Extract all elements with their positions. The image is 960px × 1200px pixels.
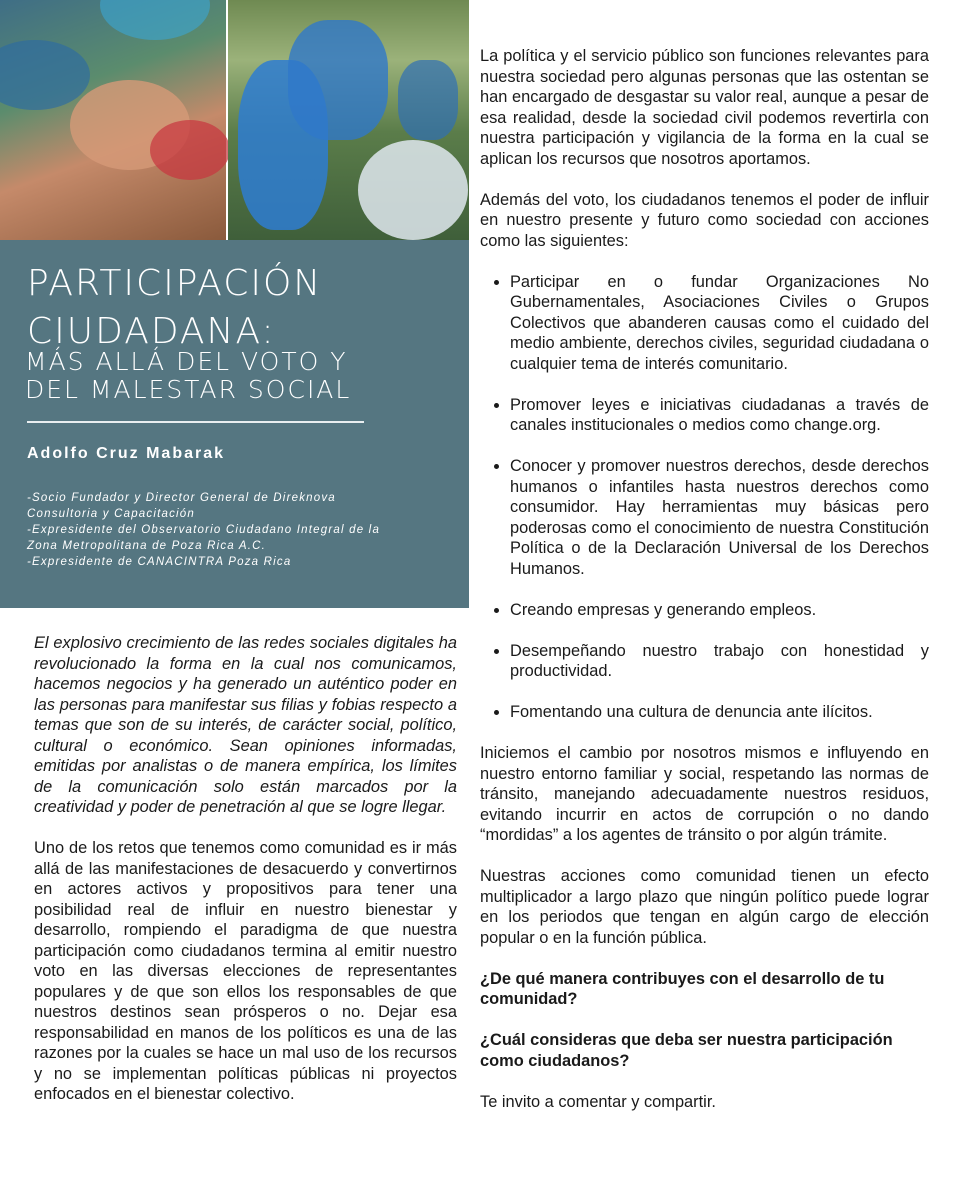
closing-line: Te invito a comentar y compartir. [480, 1092, 716, 1111]
list-item: • Desempeñando nuestro trabajo con honestidad y productividad. [510, 641, 929, 682]
title-divider [27, 421, 364, 423]
volunteers-photo [228, 0, 469, 240]
list-item: • Conocer y promover nuestros derechos, desde derechos humanos o infantiles hasta nuestros derechos como consumidor. Hay herramientas muy básicas pero poderosas como el conocimiento de nuestra Constitución Política o de la Declaración Universal de los Derechos Humanos. [510, 456, 929, 579]
left-column [34, 633, 457, 1105]
author-name: Adolfo Cruz Mabarak [27, 445, 226, 462]
paragraph-4: Nuestras acciones como comunidad tienen un efecto multiplicador a largo plazo que ningún político puede lograr en los periodos que tengan en algún cargo de elección popular o en la función pública. [480, 867, 929, 947]
actions-list [480, 272, 929, 723]
body-paragraph: Uno de los retos que tenemos como comunidad es ir más allá de las manifestaciones de desacuerdo y convertirnos en actores activos y propositivos para tener una posibilidad real de influir en nuestro bienestar y desarrollo, rompiendo el paradigma de que nuestra participación como ciudadanos termina al emitir nuestro voto en las diversas elecciones de representantes populares y de que son ellos los responsables de que nuestros destinos sean prósperos o no. Dejar esa responsabilidad en manos de los políticos es una de las razones por la cuales se hace un mal uso de los recursos y no se implementan políticas públicas ni proyectos enfocados en el bienestar colectivo. [34, 839, 457, 1103]
list-item: • Fomentando una cultura de denuncia ante ilícitos. [510, 702, 929, 723]
title-panel [0, 240, 469, 608]
article-subtitle: MÁS ALLÁ DEL VOTO Y DEL MALESTAR SOCIAL [25, 347, 352, 404]
credential-line: -Socio Fundador y Director General de Direknova [27, 492, 336, 504]
list-item: • Creando empresas y generando empleos. [510, 600, 929, 621]
credential-line: -Expresidente del Observatorio Ciudadano Integral de la [27, 524, 381, 536]
credential-line: Zona Metropolitana de Poza Rica A.C. [27, 540, 267, 552]
paragraph-3: Iniciemos el cambio por nosotros mismos e influyendo en nuestro entorno familiar y social, respetando las normas de tránsito, manejando adecuadamente nuestros residuos, evitando incurrir en actos de corrupción o no dando “mordidas” a los agentes de tránsito o por algún trámite. [480, 744, 929, 844]
question-2: ¿Cuál consideras que deba ser nuestra participación como ciudadanos? [480, 1031, 893, 1070]
right-column [480, 46, 929, 1112]
paragraph-1: La política y el servicio público son funciones relevantes para nuestra sociedad pero algunas personas que las ostentan se han encargado de desgastar su valor real, aunque a pesar de esa realidad, desde la sociedad civil podemos revertirla con nuestra participación y vigilancia de la forma en la cual se aplican los recursos que nosotros aportamos. [480, 47, 929, 168]
author-credentials [27, 490, 447, 570]
lead-paragraph: El explosivo crecimiento de las redes sociales digitales ha revolucionado la forma en la cual nos comunicamos, hacemos negocios y ha generado un auténtico poder en las personas para manifestar sus filias y fobias respecto a temas que son de su interés, de carácter social, político, cultural o económico. Sean opiniones informadas, emitidas por analistas o de manera empírica, los límites de la comunicación solo están marcados por la creatividad y poder de penetración al que se logre llegar. [34, 634, 457, 816]
list-item: • Promover leyes e iniciativas ciudadanas a través de canales institucionales o medios como change.org. [510, 395, 929, 436]
hands-together-photo [0, 0, 226, 240]
credential-line: Consultoria y Capacitación [27, 508, 195, 520]
paragraph-2: Además del voto, los ciudadanos tenemos el poder de influir en nuestro presente y futuro como sociedad con acciones como las siguientes: [480, 190, 929, 250]
list-item: • Participar en o fundar Organizaciones No Gubernamentales, Asociaciones Civiles o Grupos Colectivos que abanderen causas como el cuidado del medio ambiente, derechos civiles, seguridad ciudadana o cualquier tema de interés comunitario. [510, 272, 929, 375]
question-1: ¿De qué manera contribuyes con el desarrollo de tu comunidad? [480, 969, 885, 1008]
header-photos [0, 0, 469, 240]
article-title: PARTICIPACIÓN CIUDADANA: [27, 263, 323, 352]
credential-line: -Expresidente de CANACINTRA Poza Rica [27, 556, 292, 568]
